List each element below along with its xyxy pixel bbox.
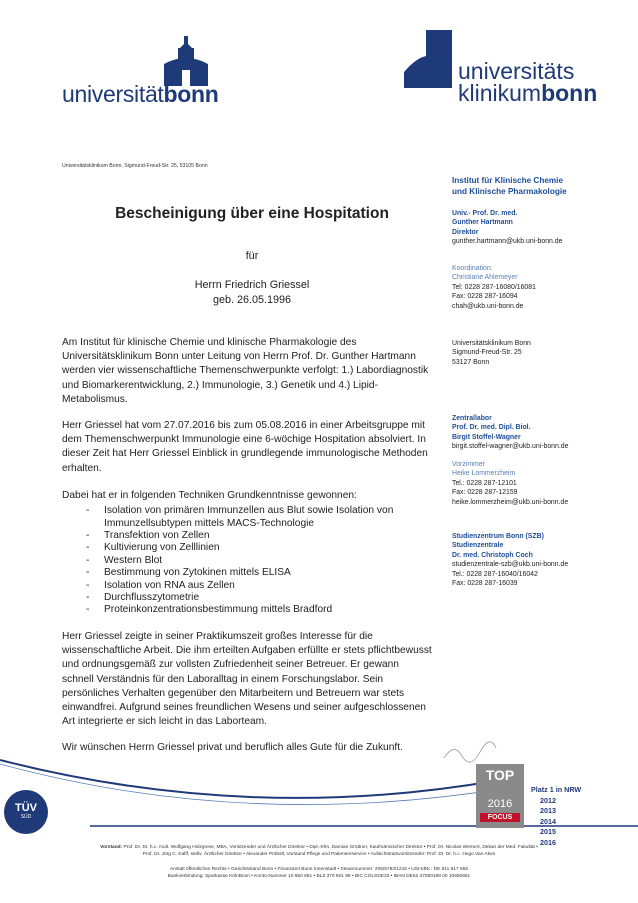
institute-line-2: und Klinische Pharmakologie	[452, 186, 567, 196]
zentrallabor-title: Zentrallabor	[452, 415, 492, 422]
document-title: Bescheinigung über eine Hospitation	[115, 205, 389, 222]
address-line-3: 53127 Bonn	[452, 358, 490, 366]
szb-tel: Tel.: 0228 287-16040/16042	[452, 570, 538, 578]
paragraph-1: Am Institut für klinische Chemie und klinische Pharmakologie des Universitätsklinikum Bonn unter Leitung von Herrn Prof. Dr. Gunther Hartmann werden vier wissenschaftliche Themenschwerpunkte verfolgt: 1.) Labordiagnostik und Biomarkerentwicklung, 2.) Immunologie, 3.) Genetik und 4.) Lipid-Metabolismus.	[62, 337, 429, 405]
sidebar-institute	[452, 176, 632, 197]
zentrallabor-email: birgit.stoffel-wagner@ukb.uni-bonn.de	[452, 443, 569, 451]
focus-label: FOCUS	[480, 813, 520, 822]
coord-fax: Fax: 0228 287-16094	[452, 293, 518, 301]
szb-fax: Fax: 0228 287-16039	[452, 580, 518, 588]
address-line-1: Universitätsklinikum Bonn	[452, 340, 531, 347]
list-item: - Bestimmung von Zytokinen mittels ELISA	[62, 567, 432, 579]
ranking-year: 2014	[540, 816, 556, 826]
footer-board-label: Vorstand:	[100, 845, 123, 850]
address-line-2: Sigmund-Freud-Str. 25	[452, 349, 522, 357]
university-bonn-logo-icon	[158, 34, 214, 86]
sidebar-director	[452, 209, 632, 247]
sidebar-vorzimmer	[452, 460, 632, 507]
paragraph-period	[62, 419, 432, 476]
logo-right-line1: universitäts	[458, 58, 575, 84]
footer-line-3: Anstalt öffentlichen Rechts • Gerichtsstand Bonn • Finanzamt Bonn Innenstadt • Steuernummer: 205/5783/1215 • USt-IdNr.: DE 811 917 555	[170, 867, 468, 872]
ranking-year: 2012	[540, 795, 556, 805]
list-item: - Kultivierung von Zelllinien	[62, 542, 432, 554]
szb-title: Studienzentrum Bonn (SZB)	[452, 533, 544, 540]
director-title: Univ.- Prof. Dr. med.	[452, 210, 518, 217]
tuv-badge	[4, 790, 48, 834]
paragraph-assessment	[62, 630, 432, 729]
paragraph-3: Dabei hat er in folgenden Techniken Grundkenntnisse gewonnen:	[62, 490, 357, 501]
list-item: - Isolation von primären Immunzellen aus Blut sowie Isolation von Immunzellsubtypen mittels MACS-Technologie	[62, 505, 432, 530]
sender-line: Universitätsklinikum Bonn, Sigmund-Freud-Str. 25, 53105 Bonn	[62, 163, 208, 169]
footer-legal	[0, 866, 638, 880]
vorzimmer-tel: Tel.: 0228 287-12101	[452, 479, 517, 487]
ranking-year: 2016	[540, 837, 556, 847]
footer-line-1	[0, 844, 638, 851]
paragraph-institute	[62, 336, 432, 407]
recipient-name: Herrn Friedrich Griessel	[194, 279, 310, 291]
paragraph-techniques	[62, 489, 432, 617]
coord-label: Koordination:	[452, 265, 493, 272]
coord-name: Christiane Ahlemeyer	[452, 274, 518, 282]
institute-line-1: Institut für Klinische Chemie	[452, 176, 563, 185]
director-email: gunther.hartmann@ukb.uni-bonn.de	[452, 238, 563, 246]
footer-line-1-text: Prof. Dr. Dr. h.c. mult. Wolfgang Holzgreve, MBA, Vorsitzender und Ärztlicher Direktor • Dipl.-Kfm. Damian Grüttner, Kaufmännischer Direktor • Prof. Dr. Nicolas Wernert, Dekan der Med. Fakultät •	[123, 845, 538, 850]
for-label: für	[245, 250, 259, 262]
logo-left-bold: bonn	[163, 81, 219, 107]
list-item: - Proteinkonzentrationsbestimmung mittels Bradford	[62, 604, 432, 616]
university-bonn-logo-text	[62, 81, 219, 108]
recipient-birthdate: geb. 26.05.1996	[212, 294, 292, 306]
zentrallabor-name: Birgit Stoffel-Wagner	[452, 433, 521, 441]
sidebar-zentrallabor	[452, 414, 632, 452]
sidebar-address	[452, 339, 632, 367]
ranking-year: 2015	[540, 827, 556, 836]
szb-name: Dr. med. Christoph Coch	[452, 551, 533, 559]
top-label: TOP	[485, 767, 515, 783]
tuv-label: TÜV	[15, 802, 37, 814]
list-item: - Transfektion von Zellen	[62, 530, 432, 542]
focus-top-badge	[476, 764, 524, 828]
techniques-list	[62, 505, 432, 617]
list-item: - Isolation von RNA aus Zellen	[62, 580, 432, 592]
paragraph-2: Herr Griessel hat vom 27.07.2016 bis zum 05.08.2016 in einer Arbeitsgruppe mit dem Themenschwerpunkt Immunologie eine 6-wöchige Hospitation absolviert. In dieser Zeit hat Herr Griessel Einblick in grundlegende immunologische Methoden erhalten.	[62, 420, 428, 474]
szb-sub: Studienzentrale	[452, 542, 504, 550]
logo-right-line2	[458, 82, 597, 104]
director-role: Direktor	[452, 228, 479, 236]
director-name: Gunther Hartmann	[452, 219, 513, 227]
ranking-title: Platz 1 in NRW	[531, 785, 582, 794]
tuv-sub-label: SÜD	[20, 814, 32, 820]
ukb-logo-icon	[404, 30, 454, 88]
logo-left-light: universität	[62, 81, 164, 107]
ukb-logo-text	[458, 60, 597, 104]
sidebar-studienzentrum	[452, 532, 632, 588]
vorzimmer-label: Vorzimmer	[452, 461, 485, 468]
zentrallabor-degree: Prof. Dr. med. Dipl. Biol.	[452, 424, 531, 432]
list-item: - Durchflusszytometrie	[62, 592, 432, 604]
coord-tel: Tel: 0228 287-16080/16081	[452, 283, 536, 291]
footer-line-4: Bankverbindung: Sparkasse KölnBonn • Konto-Nummer 10 650 661 • BLZ 370 501 98 • BIC COLSDE33 • IBAN DE52 37050198 00 10650661	[167, 874, 471, 880]
paragraph-5: Wir wünschen Herrn Griessel privat und beruflich alles Gute für die Zukunft.	[62, 742, 403, 753]
list-item: - Western Blot	[62, 555, 432, 567]
ranking-year: 2013	[540, 806, 556, 815]
coord-email: chah@ukb.uni-bonn.de	[452, 302, 524, 310]
top-year: 2016	[487, 798, 513, 810]
paragraph-4: Herr Griessel zeigte in seiner Praktikumszeit großes Interesse für die wissenschaftliche Arbeit. Die ihm erteilten Aufgaben erfüllte er stets pflichtbewusst und ordnungsgemäß zur vollsten Zufriedenheit seiner Betreuer. Er gewann schnell Verständnis für den Laboralltag in einem Forschungslabor. Sein persönliches Verhalten gegenüber den Mitarbeitern und Betreuern war stets einwandfrei. Aufgrund seines freundlichen Wesens und seiner aufgeschlossenen Art integrierte er sich leicht in das Laborteam.	[62, 631, 432, 728]
footer-board	[0, 844, 638, 858]
logo-right-line2-light: klinikum	[458, 80, 542, 106]
sidebar-coordination	[452, 264, 632, 311]
footer-line-2: Prof. Dr. Jörg C. Kalff, stellv. Ärztlicher Direktor • Alexander Pröbstl, Vorstand Pflege und Patientenservice • Aufsichtsratsvorsitzender: Prof. Dr. Dr. h.c. Hugo Van Aken	[142, 852, 496, 858]
szb-email: studienzentrale-szb@ukb.uni-bonn.de	[452, 561, 569, 569]
vorzimmer-fax: Fax: 0228 287-12159	[452, 489, 518, 497]
logo-right-line2-bold: bonn	[541, 80, 598, 106]
vorzimmer-name: Heike Lommerzheim	[452, 470, 516, 478]
vorzimmer-email: heike.lommerzheim@ukb.uni-bonn.de	[452, 498, 569, 506]
ranking-list	[531, 785, 581, 848]
